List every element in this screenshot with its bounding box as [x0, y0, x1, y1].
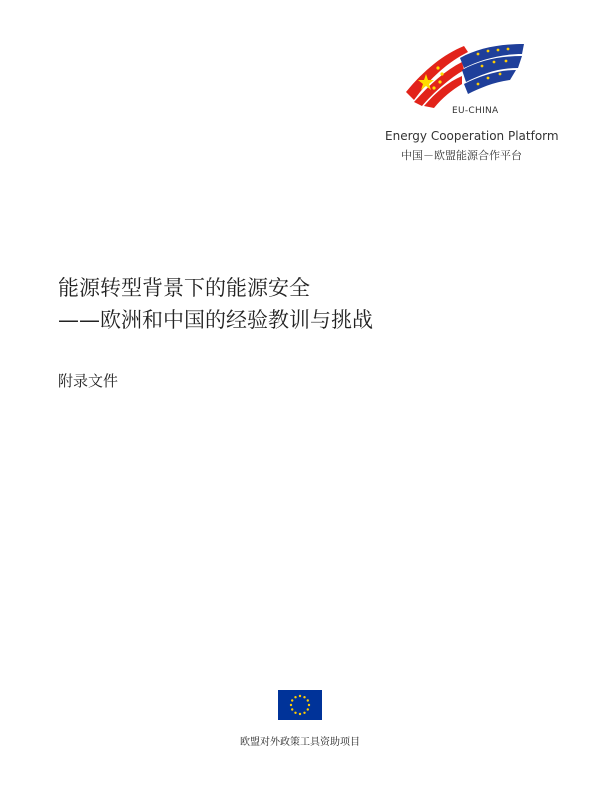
eu-star: [303, 696, 305, 698]
eu-star: [307, 699, 309, 701]
eu-flag-icon: [278, 690, 322, 720]
eu-star: [303, 712, 305, 714]
eu-star: [299, 695, 301, 697]
funding-note: 欧盟对外政策工具资助项目: [240, 737, 360, 748]
eu-star: [307, 708, 309, 710]
title-line-2: ——欧洲和中国的经验教训与挑战: [58, 308, 373, 332]
eu-star: [290, 704, 292, 706]
eu-star: [294, 712, 296, 714]
title-line-1: 能源转型背景下的能源安全: [58, 276, 310, 300]
eu-star: [291, 708, 293, 710]
eu-star: [294, 696, 296, 698]
eu-star: [291, 699, 293, 701]
platform-name-en: Energy Cooperation Platform: [385, 129, 559, 143]
annex-label: 附录文件: [58, 372, 119, 390]
platform-name-zh: 中国－欧盟能源合作平台: [401, 149, 522, 162]
eu-china-logo-icon: [404, 40, 526, 110]
logo-tag: EU-CHINA: [452, 106, 499, 116]
eu-star: [308, 704, 310, 706]
eu-star: [299, 713, 301, 715]
document-title: [58, 272, 373, 336]
